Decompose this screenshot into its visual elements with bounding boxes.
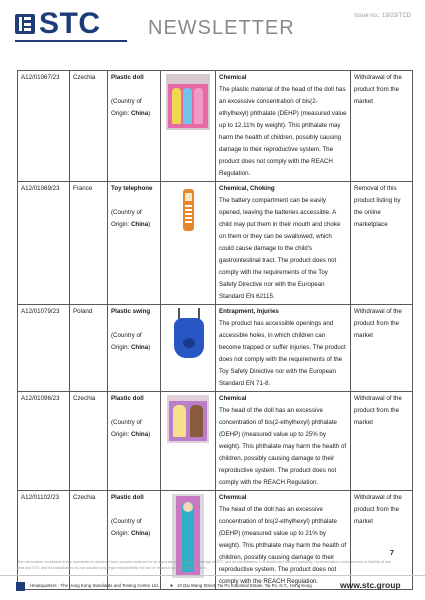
risk-description: The plastic material of the head of the doll has an excessive concentration of bis(2-ethylhexyl) phthalate (DEHP) (measured value up to 12.11% by weight). This phthalate may harm the health of children, possibly causing damage to their reproductive system. The product does not comply with the REACH Regulation.: [219, 86, 347, 177]
product-cell: [108, 305, 161, 392]
country-of-origin: (Country of Origin: China): [111, 518, 151, 537]
risk-description: The product has accessible openings and accessible holes, in which children can become trapped or suffer injuries. The product does not comply with the requirements of the Toy Safety Directive nor with the European Standard EN 71-8.: [219, 320, 346, 387]
alert-number: A12/01069/23: [18, 182, 70, 305]
risk-type: Chemical: [219, 494, 247, 501]
stc-logo-text: STC: [39, 7, 101, 40]
alert-number: A12/01102/23: [18, 491, 70, 590]
page-footer: [0, 577, 425, 600]
measures-taken: Withdrawal of the product from the market: [351, 392, 413, 491]
table-row: [18, 182, 413, 305]
headquarters-text: Headquarters - The Hong Kong Standards and Testing Centre Ltd.: [30, 583, 159, 588]
risk-description: The battery compartment can be easily opened, leaving the batteries accessible. A child may put them in their mouth and choke on them or they can be swallowed, which could cause damage to the child's gastrointestinal tract. The product does not comply with the requirements of the Toy Safety Directive nor with the European Standard EN 62115.: [219, 197, 341, 300]
product-name: Plastic doll: [111, 494, 144, 501]
table-row: [18, 71, 413, 182]
plastic-doll-photo: [166, 74, 210, 130]
risk-type: Chemical, Choking: [219, 185, 275, 192]
measures-taken: Withdrawal of the product from the market: [351, 71, 413, 182]
notifying-country: Czechia: [70, 71, 108, 182]
issue-number: Issue no.: 19/23/TCD: [354, 13, 411, 19]
plastic-doll-photo: [167, 395, 209, 443]
stc-footer-logo-icon: [16, 582, 25, 591]
risk-type: Chemical: [219, 395, 247, 402]
country-of-origin: (Country of Origin: China): [111, 98, 151, 117]
notifying-country: Czechia: [70, 491, 108, 590]
product-cell: [108, 182, 161, 305]
product-name: Toy telephone: [111, 185, 153, 192]
plastic-swing-photo: [166, 308, 210, 364]
country-of-origin: (Country of Origin: China): [111, 209, 151, 228]
country-of-origin: (Country of Origin: China): [111, 332, 151, 351]
product-name: Plastic doll: [111, 395, 144, 402]
risk-type: Chemical: [219, 74, 247, 81]
risk-description: The head of the doll has an excessive concentration of bis(2-ethylhexyl) phthalate (DEHP) (measured value up to 25% by weight). This phthalate may harm the health of children, possibly causing damage to their reproductive system. The product does not comply with the REACH Regulation.: [219, 407, 347, 486]
product-name: Plastic swing: [111, 308, 151, 315]
product-image-cell: [161, 182, 216, 305]
table-row: [18, 305, 413, 392]
page-header: [0, 0, 425, 54]
logo-underline: [15, 40, 127, 42]
risk-cell: [216, 182, 351, 305]
risk-cell: [216, 71, 351, 182]
website-link[interactable]: www.stc.group: [340, 580, 401, 590]
notifying-country: Poland: [70, 305, 108, 392]
product-image-cell: [161, 392, 216, 491]
disclaimer-text: The information contained in this newsletter is obtained from sources believed to be accurate to the best knowledge of STC and its subsidiaries. It is distributed without warranty, representation, endorsement or liability of any kind and STC and its subsidiaries do not assume any legal responsibility for use or reliance upon the information.: [17, 560, 392, 570]
product-cell: [108, 71, 161, 182]
footer-divider: [0, 575, 425, 576]
product-image-cell: [161, 71, 216, 182]
product-name: Plastic doll: [111, 74, 144, 81]
address-text: 10 Dai Wang Street, Tai Po Industrial Estate, Tai Po, N.T., Hong Kong: [177, 583, 312, 588]
notifying-country: France: [70, 182, 108, 305]
measures-taken: Withdrawal of the product from the market: [351, 305, 413, 392]
risk-description: The head of the doll has an excessive concentration of bis(2-ethylhexyl) phthalate (DEHP) (measured value up to 21% by weight). This phthalate may harm the health of children, possibly causing damage to their reproductive system. The product does not comply with the REACH Regulation.: [219, 506, 347, 585]
newsletter-title: NEWSLETTER: [148, 17, 295, 39]
risk-cell: [216, 305, 351, 392]
country-of-origin: (Country of Origin: China): [111, 419, 151, 438]
product-cell: [108, 392, 161, 491]
alert-number: A12/01067/23: [18, 71, 70, 182]
alert-number: A12/01079/23: [18, 305, 70, 392]
product-image-cell: [161, 305, 216, 392]
risk-type: Entrapment, Injuries: [219, 308, 279, 315]
table-row: [18, 392, 413, 491]
notifying-country: Czechia: [70, 392, 108, 491]
measures-taken: Withdrawal of the product from the market: [351, 491, 413, 590]
toy-telephone-photo: [178, 185, 198, 235]
page-number: 7: [390, 550, 394, 557]
stc-logo-mark: [15, 14, 35, 34]
alert-number: A12/01096/23: [18, 392, 70, 491]
measures-taken: Removal of this product listing by the online marketplace: [351, 182, 413, 305]
recall-table: [17, 70, 413, 590]
location-pin-icon: ●: [170, 583, 174, 589]
risk-cell: [216, 392, 351, 491]
